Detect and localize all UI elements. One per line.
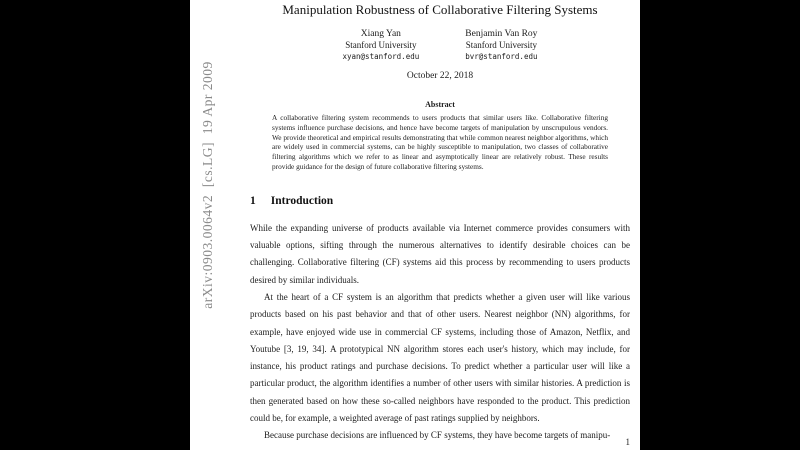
abstract-text: A collaborative filtering system recommends to users products that similar users like. Collaborative filtering systems influence purchase decisions, and hence have become targets of manipulation by unscrupulous vendors. We provide theoretical and empirical results demonstrating that while common nearest neighbor algorithms, which are widely used in commercial systems, can be highly susceptible to manipulation, two classes of collaborative filtering algorithms which we refer to as linear and asymptotically linear are relatively robust. These results provide guidance for the design of future collaborative filtering systems. — [272, 113, 608, 171]
body-paragraph: While the expanding universe of products available via Internet commerce provides consumers with valuable options, sifting through the numerous alternatives to identify desirable choices can be challenging. Collaborative filtering (CF) systems aid this process by recommending to users products desired by similar individuals. — [250, 222, 630, 285]
author-name: Xiang Yan — [360, 29, 401, 39]
author-affiliation: Stanford University — [345, 40, 417, 50]
introduction-body — [250, 220, 630, 445]
author-column — [342, 29, 419, 62]
author-block — [250, 29, 630, 62]
arxiv-watermark: arXiv:0903.0064v2 [cs.LG] 19 Apr 2009 — [200, 61, 215, 309]
paper-title: Manipulation Robustness of Collaborative Filtering Systems — [282, 2, 598, 17]
author-affiliation: Stanford University — [465, 40, 537, 50]
author-email: bvr@stanford.edu — [465, 52, 538, 61]
abstract-heading: Abstract — [425, 100, 455, 109]
author-email: xyan@stanford.edu — [342, 52, 420, 61]
section-heading — [250, 195, 630, 207]
body-paragraph: At the heart of a CF system is an algorithm that predicts whether a given user will like various products based on his past behavior and that of other users. Nearest neighbor (NN) algorithms, for example, have enjoyed wide use in commercial CF systems, including those of Amazon, Netflix, and Youtube [3, 19, 34]. A prototypical NN algorithm stores each user's history, which may include, for instance, his product ratings and purchase decisions. To predict whether a particular user will like a particular product, the algorithm identifies a number of other users with similar histories. A prediction is then generated based on how these so-called neighbors have responded to the product. This prediction could be, for example, a weighted average of past ratings supplied by neighbors. — [250, 291, 630, 424]
author-column — [465, 29, 537, 62]
page-number: 1 — [625, 437, 630, 447]
author-name: Benjamin Van Roy — [465, 29, 538, 39]
paper-content — [250, 0, 630, 450]
body-paragraph: Because purchase decisions are influenced by CF systems, they have become targets of manipu- — [264, 430, 611, 441]
section-title: Introduction — [270, 194, 334, 207]
paper-page — [190, 0, 640, 450]
section-number: 1 — [250, 194, 256, 207]
paper-date: October 22, 2018 — [406, 71, 474, 81]
